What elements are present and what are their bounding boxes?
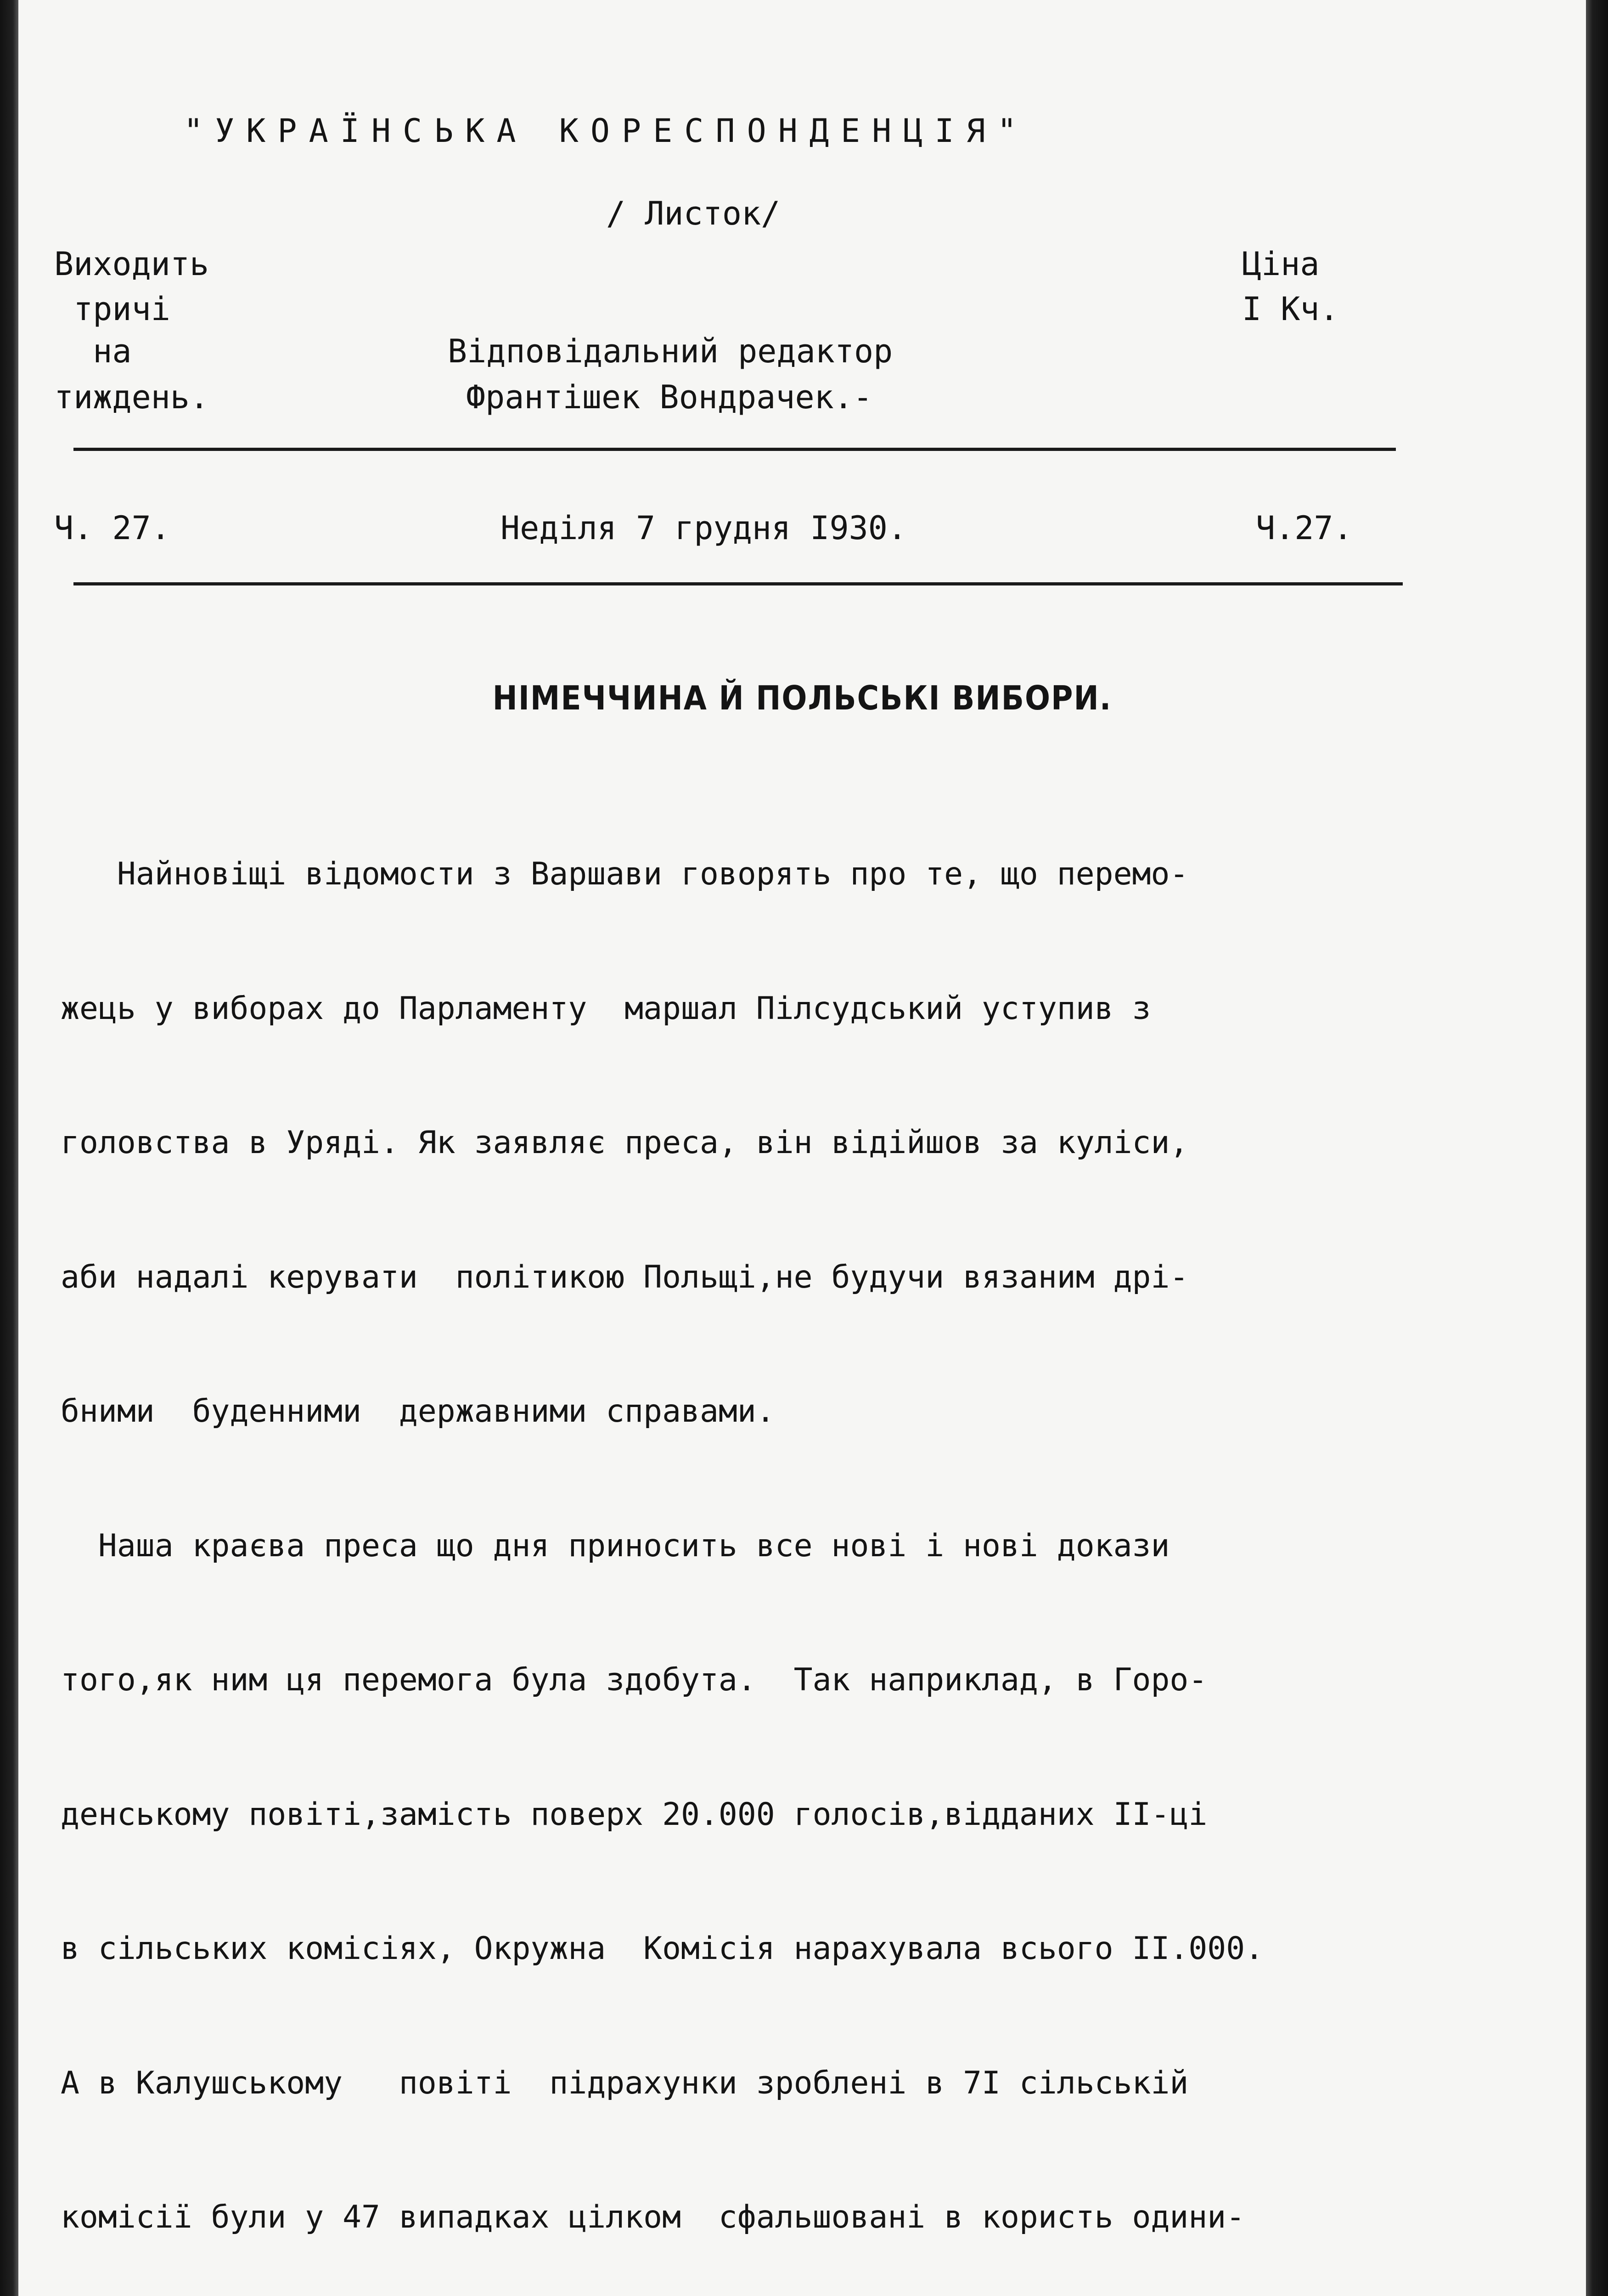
scan-border-left — [0, 0, 18, 2296]
article-line: бними буденними державними справами. — [61, 1393, 775, 1429]
scan-border-right — [1586, 0, 1608, 2296]
document-page — [18, 0, 1586, 2296]
frequency-line-2: тричі — [54, 290, 170, 328]
article-line: денському повіті,замість поверх 20.000 голосів,відданих ІІ-ці — [61, 1796, 1208, 1833]
editor-role: Відповідальний редактор — [448, 332, 893, 370]
masthead-subtitle: / Листок/ — [606, 195, 781, 232]
price-label: Ціна — [1242, 245, 1320, 283]
article-body — [61, 762, 1553, 2296]
issue-number-right: Ч.27. — [1256, 509, 1353, 547]
article-line: того,як ним ця перемога була здобута. Так наприклад, в Горо- — [61, 1662, 1208, 1698]
frequency-line-1: Виходить — [54, 245, 209, 283]
article-line: А в Калушському повіті підрахунки зроблені в 7І сільській — [61, 2065, 1189, 2101]
editor-name: Франтішек Вондрачек.- — [466, 378, 873, 416]
issue-number-left: Ч. 27. — [54, 509, 170, 547]
price-value: І Кч. — [1242, 290, 1339, 328]
article-line: Найновіщі відомости з Варшави говорять про те, що перемо- — [61, 856, 1189, 892]
frequency-line-4: тиждень. — [54, 378, 209, 416]
header-rule-top — [73, 448, 1396, 451]
article-title: НІМЕЧЧИНА Й ПОЛЬСЬКІ ВИБОРИ. — [492, 679, 1112, 717]
article-line: Наша краєва преса що дня приносить все нові і нові докази — [61, 1527, 1170, 1564]
issue-date: Неділя 7 грудня І930. — [500, 509, 907, 547]
article-line: аби надалі керувати політикою Польщі,не будучи вязаним дрі- — [61, 1259, 1189, 1295]
article-line: головства в Уряді. Як заявляє преса, він відійшов за куліси, — [61, 1125, 1189, 1161]
article-line: комісії були у 47 випадках цілком сфальшовані в користь одини- — [61, 2199, 1245, 2235]
article-line: жець у виборах до Парламенту маршал Пілсудський уступив з — [61, 990, 1151, 1027]
header-rule-bottom — [73, 582, 1403, 585]
masthead-title: "УКРАЇНСЬКА КОРЕСПОНДЕНЦІЯ" — [184, 112, 1029, 150]
frequency-line-3: на — [54, 332, 132, 370]
article-line: в сільських комісіях, Окружна Комісія нарахувала всього ІІ.000. — [61, 1930, 1264, 1967]
